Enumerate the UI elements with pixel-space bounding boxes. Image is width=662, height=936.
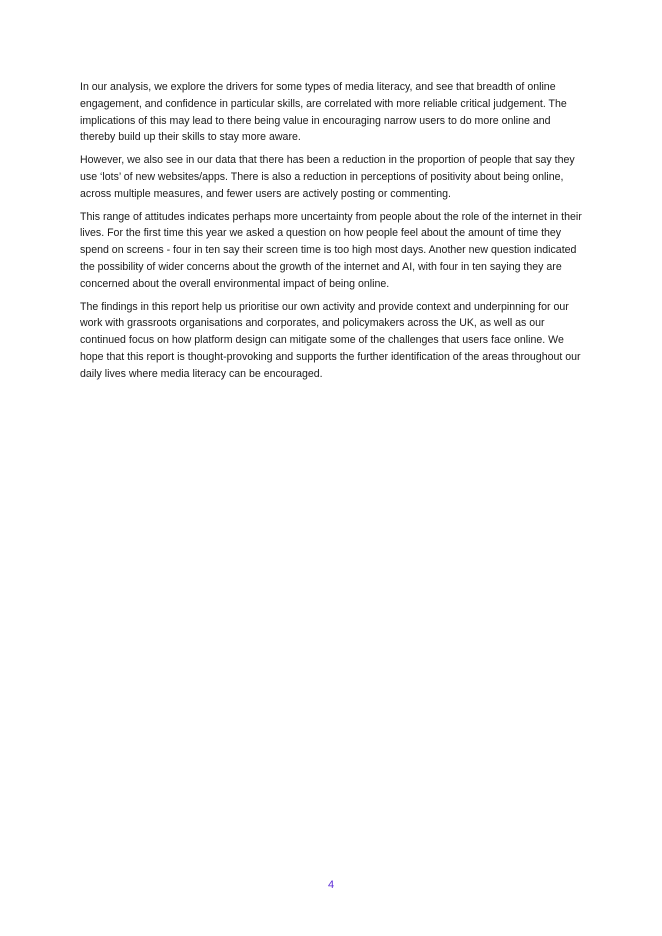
paragraph-reduction: However, we also see in our data that there has been a reduction in the proportion of people that say they use ‘lots’ of new websites/apps. There is also a reduction in perceptions of positivity about being online, across multiple measures, and fewer users are actively posting or commenting.: [80, 154, 575, 200]
page-number: 4: [327, 879, 335, 891]
paragraph-findings: The findings in this report help us prioritise our own activity and provide context and underpinning for our work with grassroots organisations and corporates, and policymakers across the UK, as well as our continued focus on how platform design can mitigate some of the challenges that users face online. We hope that this report is thought-provoking and supports the further identification of the areas throughout our daily lives where media literacy can be encouraged.: [80, 300, 581, 380]
page-body: [80, 79, 582, 389]
paragraph-analysis: In our analysis, we explore the drivers for some types of media literacy, and see that breadth of online engagement, and confidence in particular skills, are correlated with more reliable critical judgement. The implications of this may lead to there being value in encouraging narrow users to do more online and thereby build up their skills to stay more aware.: [80, 81, 567, 144]
paragraph-attitudes: This range of attitudes indicates perhaps more uncertainty from people about the role of the internet in their lives. For the first time this year we asked a question on how people feel about the amount of time they spend on screens - four in ten say their screen time is too high most days. Another new question indicated the possibility of wider concerns about the growth of the internet and AI, with four in ten saying they are concerned about the overall environmental impact of being online.: [80, 210, 582, 290]
